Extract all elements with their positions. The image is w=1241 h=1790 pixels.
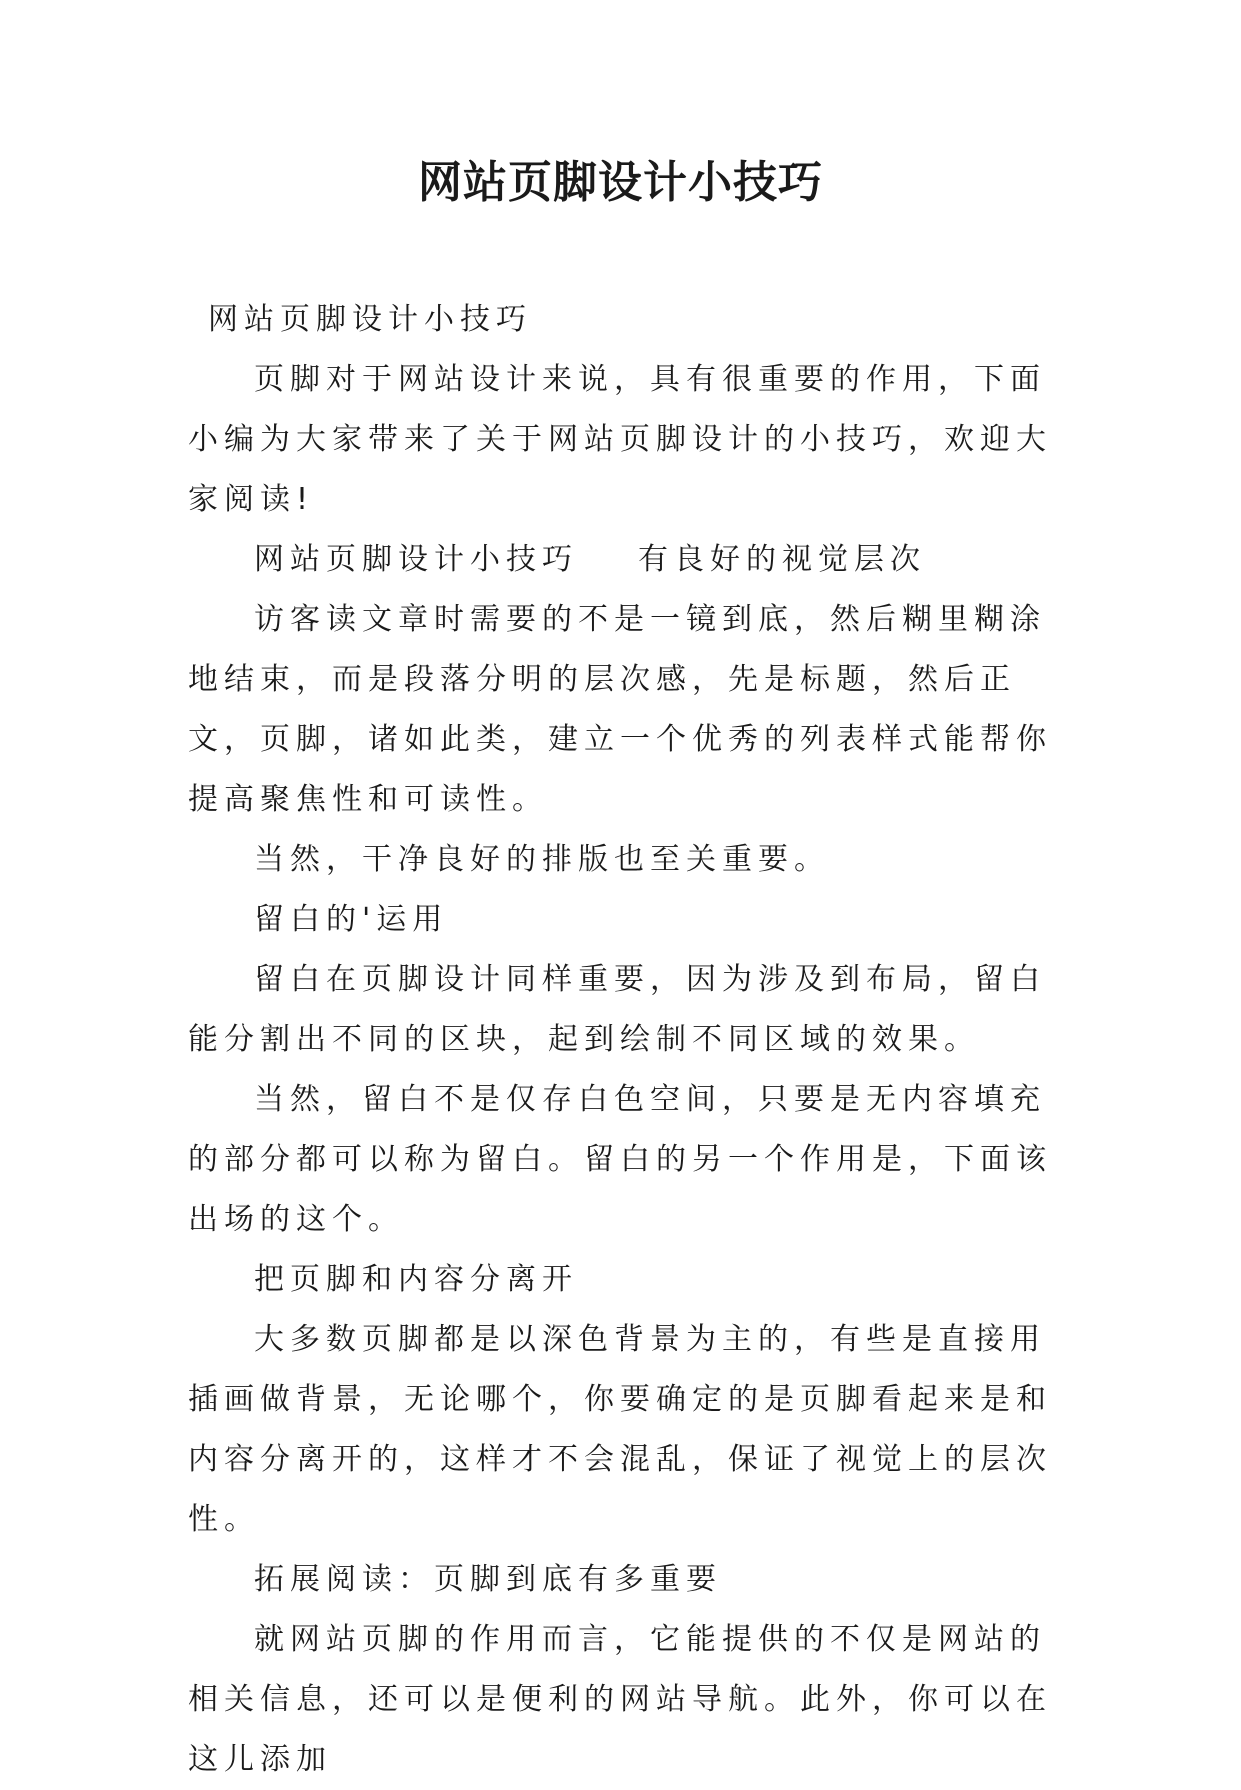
section-heading-title: 有良好的视觉层次: [638, 542, 926, 577]
paragraph-visual-hierarchy: 访客读文章时需要的不是一镜到底，然后糊里糊涂地结束，而是段落分明的层次感，先是标题，然后正文，页脚，诸如此类，建立一个优秀的列表样式能帮你提高聚焦性和可读性。: [188, 602, 1052, 817]
paragraph-extended-reading: 拓展阅读：页脚到底有多重要: [254, 1562, 722, 1597]
paragraph-intro: 页脚对于网站设计来说，具有很重要的作用，下面小编为大家带来了关于网站页脚设计的小技巧，欢迎大家阅读!: [188, 362, 1052, 517]
paragraph-separation-body: 大多数页脚都是以深色背景为主的，有些是直接用插画做背景，无论哪个，你要确定的是页脚看起来是和内容分离开的，这样才不会混乱，保证了视觉上的层次性。: [188, 1322, 1052, 1537]
paragraph-subtitle: 网站页脚设计小技巧: [208, 302, 532, 337]
paragraph-footer-role: 就网站页脚的作用而言，它能提供的不仅是网站的相关信息，还可以是便利的网站导航。此外，你可以在这儿添加: [188, 1622, 1052, 1777]
paragraph-whitespace-heading: 留白的'运用: [254, 902, 449, 937]
document-title: 网站页脚设计小技巧: [418, 157, 823, 208]
document-body: [188, 290, 1053, 1790]
paragraph-section-heading: [188, 530, 1053, 590]
paragraph-whitespace-body: 留白在页脚设计同样重要，因为涉及到布局，留白能分割出不同的区块，起到绘制不同区域的效果。: [188, 962, 1046, 1057]
paragraph-separation-heading: 把页脚和内容分离开: [254, 1262, 578, 1297]
paragraph-whitespace-detail: 当然，留白不是仅存白色空间，只要是无内容填充的部分都可以称为留白。留白的另一个作用是，下面该出场的这个。: [188, 1082, 1052, 1237]
paragraph-typography: 当然，干净良好的排版也至关重要。: [254, 842, 830, 877]
section-heading-prefix: 网站页脚设计小技巧: [254, 542, 578, 577]
